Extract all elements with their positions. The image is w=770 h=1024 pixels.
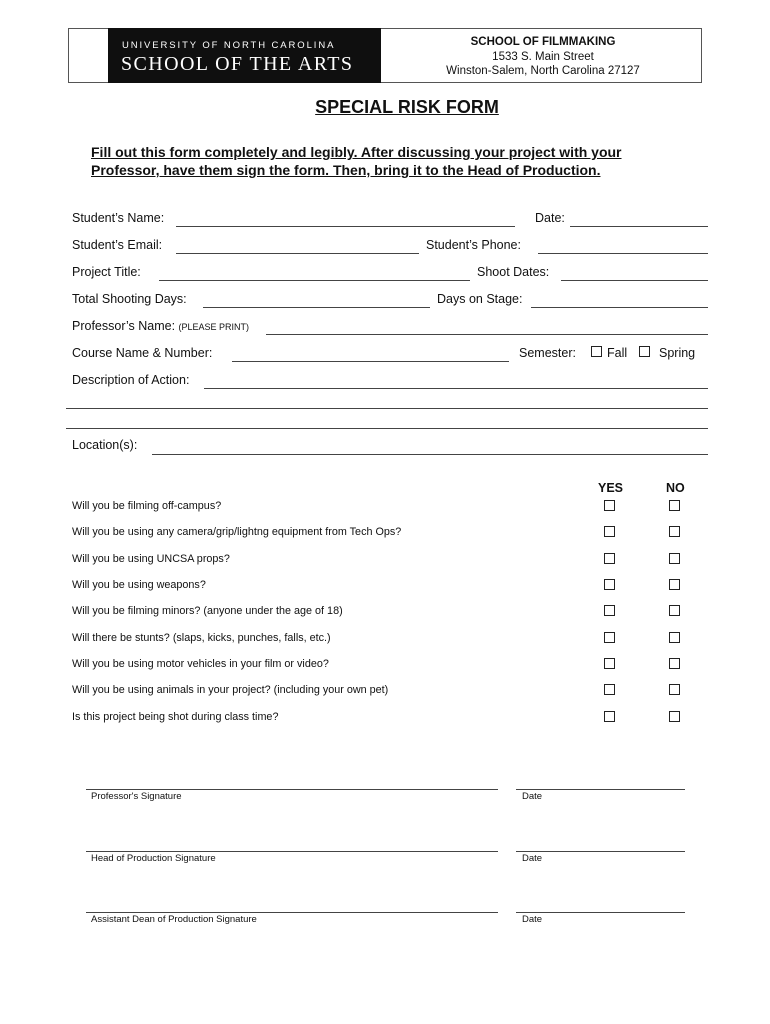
semester-label: Semester: bbox=[519, 346, 576, 360]
off-campus-no-checkbox[interactable] bbox=[669, 500, 680, 511]
no-column-header: NO bbox=[666, 481, 685, 495]
student-phone-field[interactable] bbox=[538, 253, 708, 254]
please-print-note: (PLEASE PRINT) bbox=[178, 322, 250, 332]
yes-column-header: YES bbox=[598, 481, 624, 495]
class-time-yes-checkbox[interactable] bbox=[604, 711, 615, 722]
professor-signature-date-line[interactable] bbox=[516, 789, 685, 790]
spring-label: Spring bbox=[659, 346, 696, 360]
question-props: Will you be using UNCSA props? bbox=[72, 553, 230, 565]
locations-field[interactable] bbox=[152, 454, 708, 455]
student-phone-label: Student’s Phone: bbox=[426, 238, 521, 252]
description-label: Description of Action: bbox=[72, 373, 190, 387]
project-title-label: Project Title: bbox=[72, 265, 141, 279]
question-animals: Will you be using animals in your project? (including your own pet) bbox=[72, 684, 389, 696]
head-of-production-signature-line[interactable] bbox=[86, 851, 498, 852]
tech-ops-no-checkbox[interactable] bbox=[669, 526, 680, 537]
question-class-time: Is this project being shot during class time? bbox=[72, 711, 279, 723]
assistant-dean-signature-label: Assistant Dean of Production Signature bbox=[91, 914, 257, 925]
date-field[interactable] bbox=[570, 226, 708, 227]
class-time-no-checkbox[interactable] bbox=[669, 711, 680, 722]
question-weapons: Will you be using weapons? bbox=[72, 579, 206, 591]
assistant-dean-signature-line[interactable] bbox=[86, 912, 498, 913]
student-email-label: Student’s Email: bbox=[72, 238, 163, 252]
question-off-campus: Will you be filming off-campus? bbox=[72, 500, 222, 512]
project-title-field[interactable] bbox=[159, 280, 470, 281]
instructions: Fill out this form completely and legibly. After discussing your project with your Professor, have them sign the form. Then, bring it to the Head of Production. bbox=[91, 144, 622, 178]
fall-label: Fall bbox=[607, 346, 628, 360]
logo-university-line: UNIVERSITY OF NORTH CAROLINA bbox=[122, 40, 336, 51]
city-address: Winston-Salem, North Carolina 27127 bbox=[446, 65, 640, 77]
minors-yes-checkbox[interactable] bbox=[604, 605, 615, 616]
university-logo bbox=[108, 28, 381, 83]
professor-name-label: Professor’s Name: bbox=[72, 319, 176, 333]
shoot-dates-label: Shoot Dates: bbox=[477, 265, 550, 279]
student-name-label: Student’s Name: bbox=[72, 211, 165, 225]
form-title: SPECIAL RISK FORM bbox=[315, 97, 499, 117]
question-minors: Will you be filming minors? (anyone under the age of 18) bbox=[72, 605, 343, 617]
weapons-no-checkbox[interactable] bbox=[669, 579, 680, 590]
description-field[interactable] bbox=[204, 388, 708, 389]
course-field[interactable] bbox=[232, 361, 509, 362]
question-motor-vehicles: Will you be using motor vehicles in your film or video? bbox=[72, 658, 329, 670]
stunts-no-checkbox[interactable] bbox=[669, 632, 680, 643]
head-of-production-date-label: Date bbox=[522, 853, 543, 864]
professor-signature-line[interactable] bbox=[86, 789, 498, 790]
off-campus-yes-checkbox[interactable] bbox=[604, 500, 615, 511]
animals-no-checkbox[interactable] bbox=[669, 684, 680, 695]
shoot-dates-field[interactable] bbox=[561, 280, 708, 281]
props-no-checkbox[interactable] bbox=[669, 553, 680, 564]
department-name: SCHOOL OF FILMMAKING bbox=[470, 36, 616, 48]
assistant-dean-date-line[interactable] bbox=[516, 912, 685, 913]
spring-checkbox[interactable] bbox=[639, 346, 650, 357]
total-shooting-days-label: Total Shooting Days: bbox=[72, 292, 187, 306]
student-email-field[interactable] bbox=[176, 253, 419, 254]
question-tech-ops-equipment: Will you be using any camera/grip/lightng equipment from Tech Ops? bbox=[72, 526, 402, 538]
stunts-yes-checkbox[interactable] bbox=[604, 632, 615, 643]
tech-ops-yes-checkbox[interactable] bbox=[604, 526, 615, 537]
head-of-production-date-line[interactable] bbox=[516, 851, 685, 852]
description-field-line-3[interactable] bbox=[66, 428, 708, 429]
assistant-dean-date-label: Date bbox=[522, 914, 543, 925]
professor-signature-label: Professor's Signature bbox=[91, 791, 182, 802]
days-on-stage-label: Days on Stage: bbox=[437, 292, 523, 306]
animals-yes-checkbox[interactable] bbox=[604, 684, 615, 695]
weapons-yes-checkbox[interactable] bbox=[604, 579, 615, 590]
minors-no-checkbox[interactable] bbox=[669, 605, 680, 616]
motor-vehicles-yes-checkbox[interactable] bbox=[604, 658, 615, 669]
professor-name-field[interactable] bbox=[266, 334, 708, 335]
days-on-stage-field[interactable] bbox=[531, 307, 708, 308]
motor-vehicles-no-checkbox[interactable] bbox=[669, 658, 680, 669]
street-address: 1533 S. Main Street bbox=[492, 51, 594, 63]
head-of-production-signature-label: Head of Production Signature bbox=[91, 853, 216, 864]
locations-label: Location(s): bbox=[72, 438, 138, 452]
question-stunts: Will there be stunts? (slaps, kicks, punches, falls, etc.) bbox=[72, 632, 331, 644]
props-yes-checkbox[interactable] bbox=[604, 553, 615, 564]
course-label: Course Name & Number: bbox=[72, 346, 213, 360]
logo-school-line: SCHOOL OF THE ARTS bbox=[121, 53, 354, 75]
date-label: Date: bbox=[535, 211, 565, 225]
description-field-line-2[interactable] bbox=[66, 408, 708, 409]
professor-signature-date-label: Date bbox=[522, 791, 543, 802]
fall-checkbox[interactable] bbox=[591, 346, 602, 357]
total-shooting-days-field[interactable] bbox=[203, 307, 430, 308]
student-name-field[interactable] bbox=[176, 226, 515, 227]
